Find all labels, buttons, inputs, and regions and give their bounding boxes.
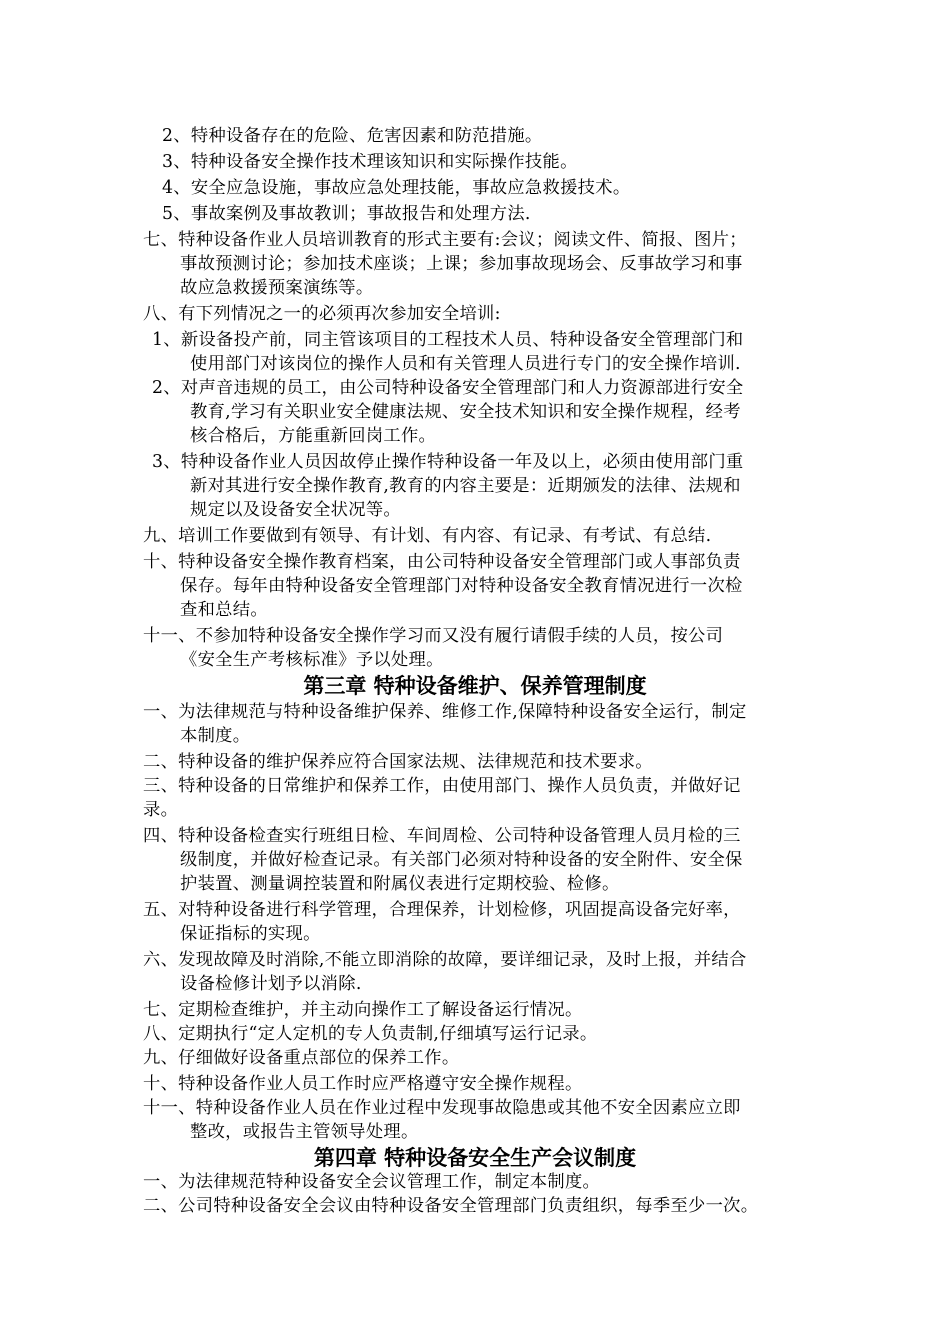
list-item: 五、对特种设备进行科学管理，合理保养，计划检修，巩固提高设备完好率，	[143, 900, 741, 920]
list-item: 3、特种设备安全操作技术理该知识和实际操作技能。	[162, 152, 578, 172]
list-item: 九、培训工作要做到有领导、有计划、有内容、有记录、有考试、有总结.	[143, 526, 712, 546]
list-item: 十、特种设备作业人员工作时应严格遵守安全操作规程。	[143, 1074, 583, 1094]
list-item: 2、特种设备存在的危险、危害因素和防范措施。	[162, 126, 543, 146]
list-item: 八、定期执行“定人定机的专人负责制,仔细填写运行记录。	[143, 1024, 598, 1044]
list-item-continuation: 整改，或报告主管领导处理。	[190, 1122, 419, 1142]
chapter-4-title: 第四章 特种设备安全生产会议制度	[313, 1145, 637, 1170]
list-item-continuation: 护装置、测量调控装置和附属仪表进行定期校验、检修。	[180, 874, 620, 894]
list-item: 七、特种设备作业人员培训教育的形式主要有:会议；阅读文件、简报、图片；	[143, 230, 747, 250]
list-item-continuation: 新对其进行安全操作教育,教育的内容主要是：近期颁发的法律、法规和	[190, 476, 741, 496]
list-item-continuation: 故应急救援预案演练等。	[180, 278, 374, 298]
list-item: 十一、不参加特种设备安全操作学习而又没有履行请假手续的人员，按公司	[143, 626, 724, 646]
list-item-continuation: 《安全生产考核标准》予以处理。	[180, 650, 444, 670]
list-item: 一、为法律规范特种设备安全会议管理工作，制定本制度。	[143, 1172, 601, 1192]
list-item: 三、特种设备的日常维护和保养工作，由使用部门、操作人员负责，并做好记	[143, 776, 741, 796]
list-item: 一、为法律规范与特种设备维护保养、维修工作,保障特种设备安全运行，制定	[143, 702, 747, 722]
list-item-continuation: 设备检修计划予以消除.	[180, 974, 362, 994]
list-item-continuation: 级制度，并做好检查记录。有关部门必须对特种设备的安全附件、安全保	[180, 850, 743, 870]
list-item: 1、新设备投产前，同主管该项目的工程技术人员、特种设备安全管理部门和	[152, 330, 744, 350]
list-item: 3、特种设备作业人员因故停止操作特种设备一年及以上，必须由使用部门重	[152, 452, 744, 472]
list-item: 十一、特种设备作业人员在作业过程中发现事故隐患或其他不安全因素应立即	[143, 1098, 741, 1118]
list-item: 十、特种设备安全操作教育档案，由公司特种设备安全管理部门或人事部负责	[143, 552, 741, 572]
list-item-continuation: 规定以及设备安全状况等。	[190, 500, 401, 520]
list-item: 5、事故案例及事故教训；事故报告和处理方法.	[162, 204, 531, 224]
list-item: 4、安全应急设施，事故应急处理技能，事故应急救援技术。	[162, 178, 631, 198]
list-item: 四、特种设备检查实行班组日检、车间周检、公司特种设备管理人员月检的三	[143, 826, 741, 846]
list-item-continuation: 教育,学习有关职业安全健康法规、安全技术知识和安全操作规程，经考	[190, 402, 741, 422]
list-item-continuation: 事故预测讨论；参加技术座谈；上课；参加事故现场会、反事故学习和事	[180, 254, 743, 274]
list-item-continuation: 核合格后，方能重新回岗工作。	[190, 426, 437, 446]
list-item-continuation: 查和总结。	[180, 600, 268, 620]
list-item: 八、有下列情况之一的必须再次参加安全培训:	[143, 304, 501, 324]
list-item-continuation: 录。	[143, 800, 179, 820]
list-item: 2、对声音违规的员工，由公司特种设备安全管理部门和人力资源部进行安全	[152, 378, 744, 398]
list-item: 二、特种设备的维护保养应符合国家法规、法律规范和技术要求。	[143, 752, 653, 772]
list-item-continuation: 本制度。	[180, 726, 251, 746]
list-item: 六、发现故障及时消除,不能立即消除的故障，要详细记录，及时上报，并结合	[143, 950, 747, 970]
list-item: 九、仔细做好设备重点部位的保养工作。	[143, 1048, 460, 1068]
list-item: 二、公司特种设备安全会议由特种设备安全管理部门负责组织，每季至少一次。	[143, 1196, 759, 1216]
list-item-continuation: 保证指标的实现。	[180, 924, 321, 944]
list-item-continuation: 保存。每年由特种设备安全管理部门对特种设备安全教育情况进行一次检	[180, 576, 743, 596]
chapter-3-title: 第三章 特种设备维护、保养管理制度	[303, 673, 647, 698]
list-item-continuation: 使用部门对该岗位的操作人员和有关管理人员进行专门的安全操作培训.	[190, 354, 741, 374]
list-item: 七、定期检查维护，并主动向操作工了解设备运行情况。	[143, 1000, 583, 1020]
